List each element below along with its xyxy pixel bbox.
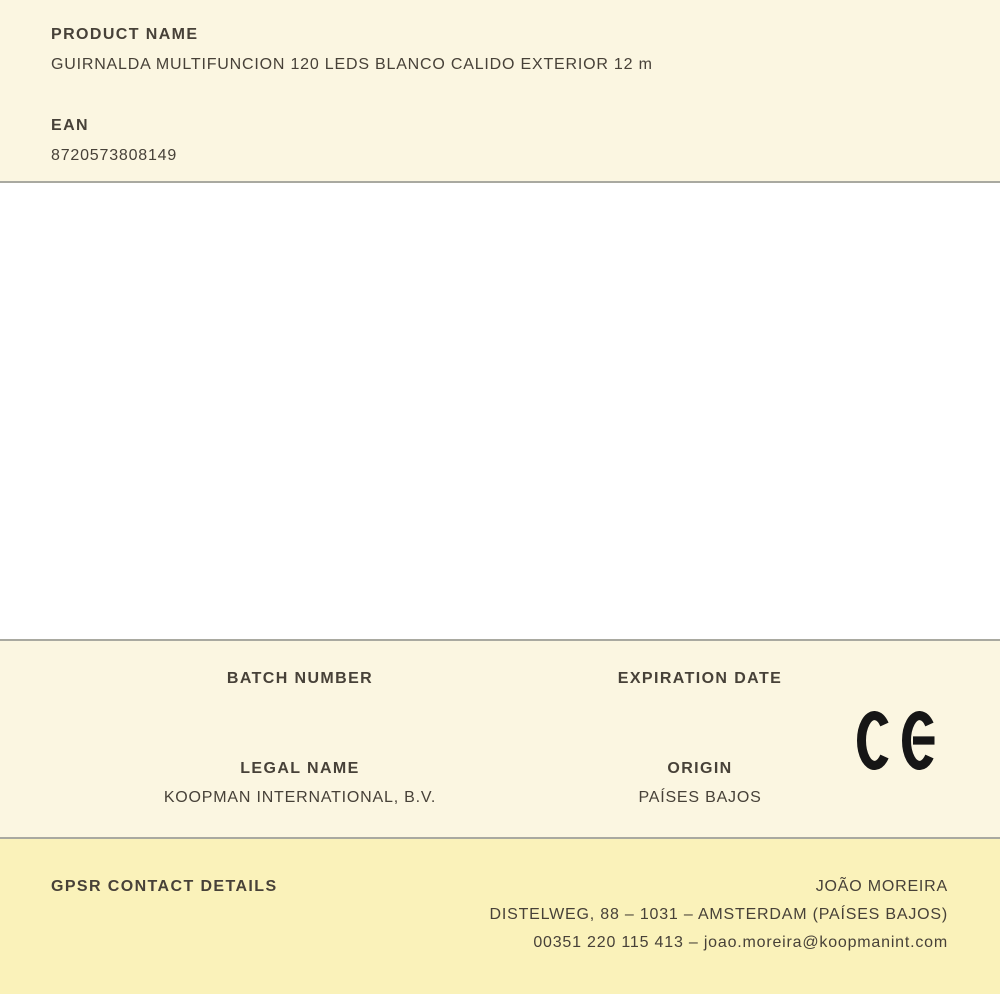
- batch-number-label: BATCH NUMBER: [226, 670, 374, 687]
- legal-name-value: KOOPMAN INTERNATIONAL, B.V.: [163, 789, 437, 806]
- gpsr-contact-section: [0, 839, 1000, 994]
- legal-name-label: LEGAL NAME: [240, 760, 360, 777]
- batch-info-section: [0, 641, 1000, 839]
- gpsr-contact-phone-email: 00351 220 115 413 – joao.moreira@koopmanint.com: [533, 934, 948, 951]
- origin-label: ORIGIN: [667, 760, 733, 777]
- product-name-value: GUIRNALDA MULTIFUNCION 120 LEDS BLANCO CALIDO EXTERIOR 12 m: [51, 56, 653, 73]
- expiration-date-block: [500, 670, 900, 699]
- ean-label: EAN: [51, 117, 89, 134]
- gpsr-contact-name: JOÃO MOREIRA: [815, 878, 948, 895]
- gpsr-contact-details: [490, 873, 948, 957]
- origin-value: PAÍSES BAJOS: [638, 789, 762, 806]
- product-name-label: PRODUCT NAME: [51, 26, 199, 43]
- ce-mark-icon: [857, 711, 937, 770]
- expiration-date-label: EXPIRATION DATE: [617, 670, 783, 687]
- origin-block: [500, 760, 900, 807]
- product-header-section: [0, 0, 1000, 183]
- empty-content-area: [0, 183, 1000, 641]
- gpsr-contact-label: GPSR CONTACT DETAILS: [51, 878, 278, 895]
- ean-value: 8720573808149: [51, 147, 178, 164]
- batch-number-block: [100, 670, 500, 699]
- legal-name-block: [100, 760, 500, 807]
- gpsr-contact-address: DISTELWEG, 88 – 1031 – AMSTERDAM (PAÍSES BAJOS): [489, 906, 948, 923]
